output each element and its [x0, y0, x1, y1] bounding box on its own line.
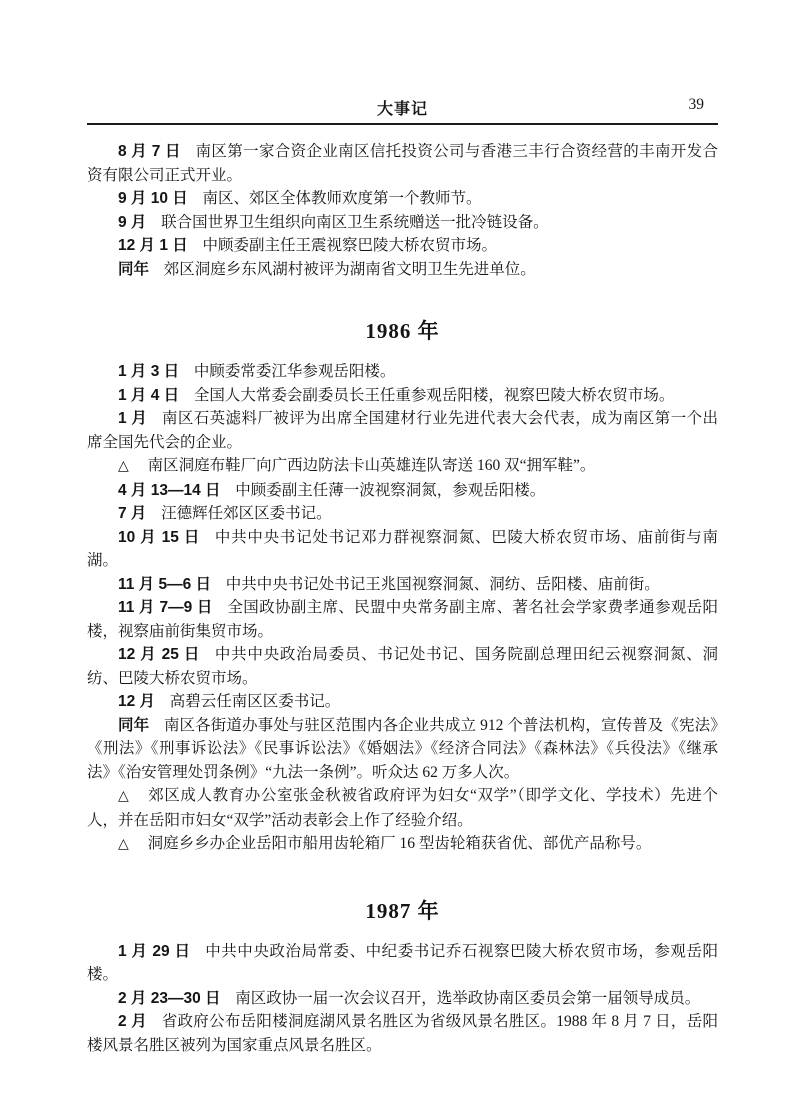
- chronicle-entry: [87, 502, 718, 526]
- entry-text: 南区石英滤料厂被评为出席全国建材行业先进代表大会代表，成为南区第一个出席全国先代会的企业。: [87, 410, 718, 451]
- entry-date-label: 10 月 15 日: [118, 528, 201, 546]
- entry-date-label: 9 月 10 日: [118, 190, 188, 207]
- entry-date-label: 12 月 25 日: [118, 646, 201, 663]
- entry-text: 联合国世界卫生组织向南区卫生系统赠送一批冷链设备。: [161, 213, 549, 231]
- page-content: [87, 0, 718, 1057]
- chronicle-entry: [87, 454, 718, 479]
- entry-text: 中共中央政治局常委、中纪委书记乔石视察巴陵大桥农贸市场，参观岳阳楼。: [87, 942, 718, 983]
- entry-date-label: 8 月 7 日: [118, 143, 181, 160]
- chronicle-entry: [87, 573, 718, 597]
- entry-date-label: 11 月 5—6 日: [118, 575, 212, 593]
- entry-date-label: 7 月: [118, 505, 147, 522]
- chronicle-entry: [87, 784, 718, 832]
- entry-text: 南区第一家合资企业南区信托投资公司与香港三丰行合资经营的丰南开发合资有限公司正式开业。: [87, 143, 718, 184]
- entry-text: 中共中央书记处书记邓力群视察洞氮、巴陵大桥农贸市场、庙前街与南湖。: [87, 528, 718, 569]
- entry-text: 南区各街道办事处与驻区范围内各企业共成立 912 个普法机构，宣传普及《宪法》《刑法》《刑事诉讼法》《民事诉讼法》《婚姻法》《经济合同法》《森林法》《兵役法》《继承法》《治安管理处罚条例》“九法一条例”。听众达 62 万多人次。: [87, 716, 718, 781]
- chronicle-entry: [87, 832, 718, 857]
- chronicle-entry: [87, 384, 718, 408]
- entry-text: 南区洞庭布鞋厂向广西边防法卡山英雄连队寄送 160 双“拥军鞋”。: [147, 457, 596, 474]
- entry-date-label: 1 月 4 日: [118, 386, 180, 404]
- entry-text: 中顾委副主任王震视察巴陵大桥农贸市场。: [202, 237, 498, 254]
- entry-text: 中共中央书记处书记王兆国视察洞氮、洞纺、岳阳楼、庙前街。: [225, 575, 660, 593]
- entry-date-label: 1 月 3 日: [118, 363, 180, 380]
- entry-text: 高碧云任南区区委书记。: [169, 693, 341, 710]
- chronicle-entry: [87, 690, 718, 714]
- entry-text: 中共中央政治局委员、书记处书记、国务院副总理田纪云视察洞氮、洞纺、巴陵大桥农贸市场。: [87, 646, 718, 687]
- entry-text: 南区、郊区全体教师欢度第一个教师节。: [202, 190, 482, 207]
- entry-text: 郊区洞庭乡东风湖村被评为湖南省文明卫生先进单位。: [163, 260, 536, 278]
- section-1985-entries: [87, 140, 718, 281]
- chronicle-entry: [87, 987, 718, 1011]
- entry-date-label: 2 月 23—30 日: [118, 989, 221, 1007]
- entry-text: 洞庭乡乡办企业岳阳市船用齿轮箱厂 16 型齿轮箱获省优、部优产品称号。: [147, 835, 652, 852]
- section-1986-entries: [87, 360, 718, 857]
- chronicle-entry: [87, 643, 718, 690]
- entry-date-label: 2 月: [118, 1013, 147, 1030]
- entry-date-label: 12 月 1 日: [118, 237, 188, 254]
- chronicle-entry: [87, 407, 718, 454]
- page-title: 大事记: [376, 101, 428, 118]
- entry-text: 中顾委常委江华参观岳阳楼。: [193, 363, 396, 380]
- chronicle-entry: [87, 596, 718, 643]
- entry-date-label: 同年: [118, 260, 150, 278]
- entry-date-label: 12 月: [118, 693, 156, 710]
- entry-text: 省政府公布岳阳楼洞庭湖风景名胜区为省级风景名胜区。1988 年 8 月 7 日，岳阳楼风景名胜区被列为国家重点风景名胜区。: [87, 1013, 718, 1054]
- entry-text: 南区政协一届一次会议召开，选举政协南区委员会第一届领导成员。: [235, 989, 701, 1007]
- entry-triangle-marker: △: [118, 459, 129, 474]
- chronicle-entry: [87, 187, 718, 211]
- chronicle-entry: [87, 940, 718, 987]
- entry-date-label: 9 月: [118, 213, 147, 231]
- chronicle-entry: [87, 479, 718, 503]
- chronicle-entry: [87, 140, 718, 187]
- chronicle-entry: [87, 714, 718, 785]
- entry-text: 郊区成人教育办公室张金秋被省政府评为妇女“双学”（即学文化、学技术）先进个人，并在岳阳市妇女“双学”活动表彰会上作了经验介绍。: [87, 787, 718, 829]
- entry-triangle-marker: △: [118, 837, 129, 852]
- chronicle-entry: [87, 211, 718, 235]
- entry-date-label: 4 月 13—14 日: [118, 481, 221, 499]
- chronicle-entry: [87, 258, 718, 282]
- entry-date-label: 同年: [118, 716, 150, 734]
- entry-date-label: 1 月 29 日: [118, 942, 191, 960]
- entry-text: 中顾委副主任薄一波视察洞氮，参观岳阳楼。: [235, 481, 546, 499]
- entry-date-label: 1 月: [118, 410, 148, 427]
- chronicle-entry: [87, 526, 718, 573]
- entry-text: 全国政协副主席、民盟中央常务副主席、著名社会学家费孝通参观岳阳楼，视察庙前街集贸市场。: [87, 599, 719, 640]
- entry-date-label: 11 月 7—9 日: [118, 599, 213, 616]
- chronicle-entry: [87, 1010, 718, 1057]
- page-header: [87, 96, 718, 125]
- page-number: 39: [688, 96, 704, 113]
- entry-text: 全国人大常委会副委员长王任重参观岳阳楼，视察巴陵大桥农贸市场。: [193, 386, 675, 404]
- year-heading-1986: 1986 年: [365, 319, 440, 343]
- section-1987-entries: [87, 940, 718, 1058]
- chronicle-entry: [87, 360, 718, 384]
- year-heading-1987: 1987 年: [365, 898, 440, 923]
- entry-triangle-marker: △: [118, 789, 130, 804]
- entry-text: 汪德辉任郊区区委书记。: [161, 505, 332, 522]
- chronicle-entry: [87, 234, 718, 258]
